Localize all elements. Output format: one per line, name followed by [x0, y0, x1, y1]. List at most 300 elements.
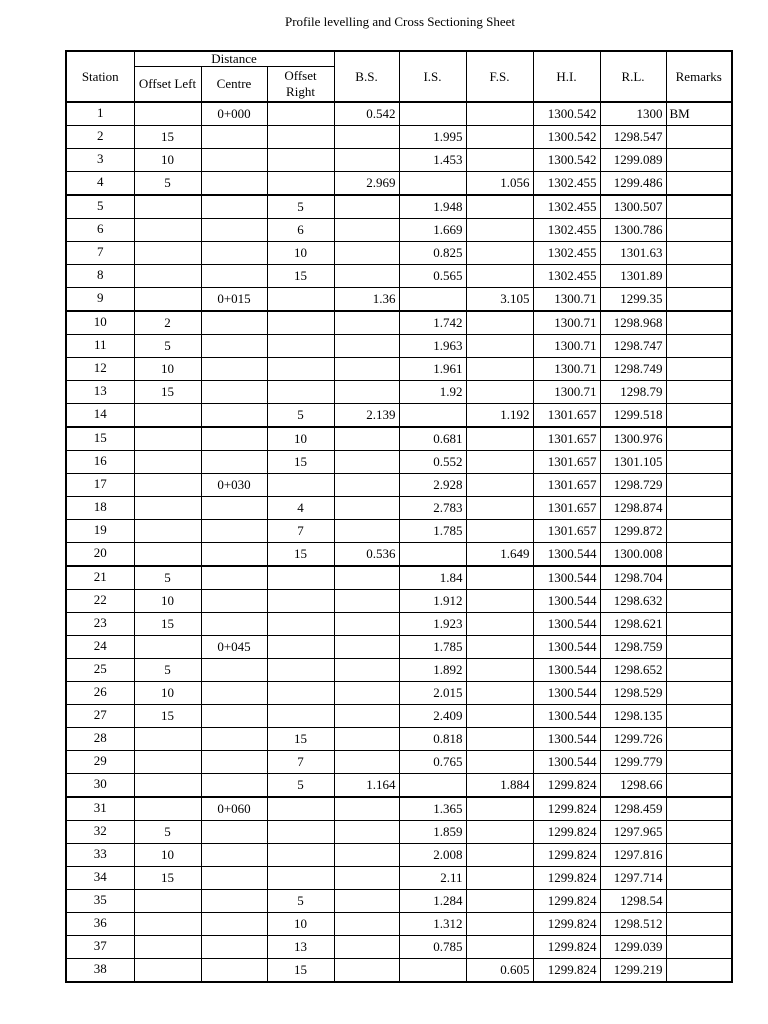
offset-left-cell — [134, 288, 201, 312]
table-row — [66, 265, 732, 288]
is-cell: 0.785 — [399, 936, 466, 959]
station-cell: 20 — [66, 543, 134, 567]
fs-cell — [466, 497, 533, 520]
offset-left-cell: 5 — [134, 335, 201, 358]
centre-cell: 0+030 — [201, 474, 267, 497]
remarks-cell — [666, 821, 732, 844]
rl-cell: 1299.872 — [600, 520, 666, 543]
offset-right-cell — [267, 335, 334, 358]
offset-right-cell — [267, 705, 334, 728]
rl-cell: 1300.976 — [600, 427, 666, 451]
table-row — [66, 890, 732, 913]
remarks-cell — [666, 520, 732, 543]
station-cell: 18 — [66, 497, 134, 520]
hi-cell: 1302.455 — [533, 242, 600, 265]
station-cell: 26 — [66, 682, 134, 705]
bs-cell — [334, 520, 399, 543]
station-cell: 23 — [66, 613, 134, 636]
hi-cell: 1300.544 — [533, 728, 600, 751]
offset-left-cell: 15 — [134, 381, 201, 404]
is-cell: 1.312 — [399, 913, 466, 936]
fs-cell — [466, 311, 533, 335]
bs-cell — [334, 682, 399, 705]
remarks-cell — [666, 705, 732, 728]
fs-cell — [466, 821, 533, 844]
centre-cell — [201, 566, 267, 590]
bs-cell — [334, 613, 399, 636]
offset-right-cell: 10 — [267, 913, 334, 936]
offset-right-cell: 4 — [267, 497, 334, 520]
remarks-header: Remarks — [666, 51, 732, 102]
fs-cell — [466, 474, 533, 497]
remarks-cell — [666, 867, 732, 890]
is-cell: 1.912 — [399, 590, 466, 613]
offset-right-cell: 10 — [267, 242, 334, 265]
hi-cell: 1300.542 — [533, 126, 600, 149]
table-row — [66, 543, 732, 567]
is-cell — [399, 959, 466, 983]
bs-cell — [334, 936, 399, 959]
fs-cell — [466, 751, 533, 774]
table-row — [66, 590, 732, 613]
rl-cell: 1298.968 — [600, 311, 666, 335]
table-row — [66, 636, 732, 659]
station-cell: 38 — [66, 959, 134, 983]
station-cell: 30 — [66, 774, 134, 798]
offset-left-header: Offset Left — [134, 67, 201, 103]
table-row — [66, 705, 732, 728]
offset-left-cell — [134, 219, 201, 242]
bs-cell — [334, 381, 399, 404]
is-cell: 0.825 — [399, 242, 466, 265]
is-cell: 1.785 — [399, 636, 466, 659]
offset-right-cell: 15 — [267, 543, 334, 567]
rl-cell: 1297.965 — [600, 821, 666, 844]
rl-cell: 1299.518 — [600, 404, 666, 428]
offset-right-cell — [267, 682, 334, 705]
bs-cell — [334, 636, 399, 659]
hi-cell: 1300.542 — [533, 102, 600, 126]
is-cell: 0.565 — [399, 265, 466, 288]
hi-cell: 1299.824 — [533, 844, 600, 867]
is-cell: 1.284 — [399, 890, 466, 913]
bs-cell — [334, 659, 399, 682]
is-cell: 1.923 — [399, 613, 466, 636]
table-row — [66, 936, 732, 959]
centre-cell — [201, 913, 267, 936]
fs-cell: 3.105 — [466, 288, 533, 312]
fs-cell — [466, 520, 533, 543]
is-cell — [399, 288, 466, 312]
offset-right-cell: 5 — [267, 890, 334, 913]
station-cell: 24 — [66, 636, 134, 659]
centre-cell — [201, 774, 267, 798]
offset-right-cell: 5 — [267, 404, 334, 428]
bs-cell: 0.536 — [334, 543, 399, 567]
fs-cell — [466, 126, 533, 149]
rl-cell: 1298.747 — [600, 335, 666, 358]
is-cell: 1.669 — [399, 219, 466, 242]
offset-left-cell: 10 — [134, 682, 201, 705]
centre-cell — [201, 613, 267, 636]
centre-cell — [201, 590, 267, 613]
remarks-cell — [666, 682, 732, 705]
rl-cell: 1298.729 — [600, 474, 666, 497]
centre-cell — [201, 682, 267, 705]
fs-cell: 1.649 — [466, 543, 533, 567]
table-row — [66, 797, 732, 821]
centre-cell — [201, 126, 267, 149]
offset-right-cell: 15 — [267, 451, 334, 474]
station-cell: 32 — [66, 821, 134, 844]
station-cell: 3 — [66, 149, 134, 172]
fs-cell: 1.192 — [466, 404, 533, 428]
offset-right-cell — [267, 566, 334, 590]
bs-cell — [334, 474, 399, 497]
remarks-cell — [666, 195, 732, 219]
bs-cell: 0.542 — [334, 102, 399, 126]
fs-cell: 0.605 — [466, 959, 533, 983]
table-row — [66, 381, 732, 404]
bs-cell — [334, 821, 399, 844]
bs-cell — [334, 451, 399, 474]
bs-cell — [334, 705, 399, 728]
hi-cell: 1300.544 — [533, 751, 600, 774]
remarks-cell — [666, 335, 732, 358]
centre-cell — [201, 451, 267, 474]
hi-cell: 1301.657 — [533, 520, 600, 543]
fs-cell — [466, 149, 533, 172]
hi-cell: 1300.544 — [533, 636, 600, 659]
station-cell: 27 — [66, 705, 134, 728]
bs-cell — [334, 219, 399, 242]
is-cell: 0.681 — [399, 427, 466, 451]
hi-cell: 1301.657 — [533, 497, 600, 520]
offset-right-cell: 10 — [267, 427, 334, 451]
bs-cell: 1.36 — [334, 288, 399, 312]
centre-cell — [201, 867, 267, 890]
is-cell — [399, 774, 466, 798]
offset-left-cell: 15 — [134, 705, 201, 728]
station-cell: 33 — [66, 844, 134, 867]
offset-right-cell — [267, 821, 334, 844]
hi-cell: 1299.824 — [533, 867, 600, 890]
hi-cell: 1300.544 — [533, 590, 600, 613]
table-row — [66, 172, 732, 196]
fs-cell: 1.056 — [466, 172, 533, 196]
rl-cell: 1299.486 — [600, 172, 666, 196]
offset-left-cell — [134, 195, 201, 219]
table-body — [66, 102, 732, 982]
table-row — [66, 566, 732, 590]
offset-left-cell — [134, 936, 201, 959]
hi-cell: 1300.542 — [533, 149, 600, 172]
remarks-cell — [666, 566, 732, 590]
is-cell: 0.765 — [399, 751, 466, 774]
rl-cell: 1301.63 — [600, 242, 666, 265]
remarks-cell — [666, 636, 732, 659]
is-cell: 2.928 — [399, 474, 466, 497]
centre-cell — [201, 311, 267, 335]
fs-cell — [466, 590, 533, 613]
fs-cell — [466, 242, 533, 265]
station-cell: 12 — [66, 358, 134, 381]
is-cell: 2.008 — [399, 844, 466, 867]
bs-cell — [334, 959, 399, 983]
fs-cell — [466, 566, 533, 590]
station-cell: 34 — [66, 867, 134, 890]
bs-cell — [334, 195, 399, 219]
station-cell: 37 — [66, 936, 134, 959]
rl-cell: 1300.786 — [600, 219, 666, 242]
is-cell: 0.818 — [399, 728, 466, 751]
offset-left-cell — [134, 427, 201, 451]
remarks-cell — [666, 774, 732, 798]
rl-cell: 1299.726 — [600, 728, 666, 751]
is-cell: 1.995 — [399, 126, 466, 149]
offset-right-cell: 6 — [267, 219, 334, 242]
offset-right-cell: 15 — [267, 959, 334, 983]
is-cell: 1.742 — [399, 311, 466, 335]
centre-cell — [201, 497, 267, 520]
hi-cell: 1300.71 — [533, 358, 600, 381]
remarks-cell — [666, 126, 732, 149]
is-cell: 1.961 — [399, 358, 466, 381]
hi-cell: 1300.544 — [533, 613, 600, 636]
centre-cell — [201, 427, 267, 451]
offset-right-cell — [267, 659, 334, 682]
remarks-cell — [666, 474, 732, 497]
centre-cell: 0+000 — [201, 102, 267, 126]
station-cell: 31 — [66, 797, 134, 821]
hi-cell: 1299.824 — [533, 959, 600, 983]
offset-left-cell: 10 — [134, 590, 201, 613]
hi-cell: 1300.71 — [533, 381, 600, 404]
offset-left-cell — [134, 913, 201, 936]
table-row — [66, 821, 732, 844]
hi-cell: 1302.455 — [533, 195, 600, 219]
remarks-cell — [666, 936, 732, 959]
offset-right-cell: 5 — [267, 195, 334, 219]
bs-cell — [334, 126, 399, 149]
fs-cell — [466, 936, 533, 959]
offset-left-cell — [134, 797, 201, 821]
offset-right-cell — [267, 590, 334, 613]
bs-cell — [334, 335, 399, 358]
fs-cell — [466, 867, 533, 890]
table-row — [66, 520, 732, 543]
is-cell: 1.785 — [399, 520, 466, 543]
fs-cell — [466, 728, 533, 751]
levelling-table — [65, 50, 733, 983]
offset-right-cell — [267, 797, 334, 821]
hi-cell: 1299.824 — [533, 774, 600, 798]
table-row — [66, 728, 732, 751]
station-header: Station — [66, 51, 134, 102]
remarks-cell — [666, 497, 732, 520]
is-cell: 0.552 — [399, 451, 466, 474]
is-cell: 1.892 — [399, 659, 466, 682]
offset-left-cell — [134, 520, 201, 543]
bs-cell — [334, 751, 399, 774]
centre-cell — [201, 242, 267, 265]
is-cell: 2.409 — [399, 705, 466, 728]
table-row — [66, 149, 732, 172]
hi-cell: 1299.824 — [533, 890, 600, 913]
rl-cell: 1298.54 — [600, 890, 666, 913]
rl-cell: 1298.529 — [600, 682, 666, 705]
rl-cell: 1298.652 — [600, 659, 666, 682]
hi-header: H.I. — [533, 51, 600, 102]
rl-header: R.L. — [600, 51, 666, 102]
centre-cell — [201, 265, 267, 288]
bs-cell — [334, 728, 399, 751]
centre-cell: 0+060 — [201, 797, 267, 821]
centre-cell — [201, 659, 267, 682]
hi-cell: 1300.544 — [533, 682, 600, 705]
remarks-cell — [666, 728, 732, 751]
rl-cell: 1300.008 — [600, 543, 666, 567]
table-row — [66, 288, 732, 312]
remarks-cell — [666, 959, 732, 983]
is-cell: 2.783 — [399, 497, 466, 520]
offset-left-cell — [134, 543, 201, 567]
bs-cell — [334, 427, 399, 451]
bs-cell — [334, 890, 399, 913]
remarks-cell — [666, 844, 732, 867]
station-cell: 10 — [66, 311, 134, 335]
hi-cell: 1300.544 — [533, 543, 600, 567]
bs-cell — [334, 590, 399, 613]
is-cell: 1.948 — [399, 195, 466, 219]
is-cell: 1.365 — [399, 797, 466, 821]
bs-cell — [334, 497, 399, 520]
table-row — [66, 751, 732, 774]
offset-right-cell: 5 — [267, 774, 334, 798]
table-row — [66, 242, 732, 265]
centre-cell — [201, 149, 267, 172]
centre-cell — [201, 404, 267, 428]
is-cell: 2.015 — [399, 682, 466, 705]
offset-right-cell: 7 — [267, 751, 334, 774]
hi-cell: 1299.824 — [533, 797, 600, 821]
centre-cell — [201, 959, 267, 983]
bs-cell — [334, 913, 399, 936]
hi-cell: 1301.657 — [533, 474, 600, 497]
rl-cell: 1299.089 — [600, 149, 666, 172]
is-cell — [399, 404, 466, 428]
offset-right-header: Offset Right — [267, 67, 334, 103]
rl-cell: 1298.135 — [600, 705, 666, 728]
table-row — [66, 335, 732, 358]
is-cell: 2.11 — [399, 867, 466, 890]
hi-cell: 1299.824 — [533, 913, 600, 936]
table-row — [66, 219, 732, 242]
centre-cell — [201, 936, 267, 959]
bs-cell — [334, 844, 399, 867]
centre-cell — [201, 335, 267, 358]
station-cell: 14 — [66, 404, 134, 428]
rl-cell: 1298.621 — [600, 613, 666, 636]
hi-cell: 1300.544 — [533, 659, 600, 682]
station-cell: 19 — [66, 520, 134, 543]
centre-cell — [201, 219, 267, 242]
offset-left-cell — [134, 959, 201, 983]
is-cell — [399, 102, 466, 126]
fs-cell — [466, 265, 533, 288]
bs-cell — [334, 566, 399, 590]
station-cell: 9 — [66, 288, 134, 312]
hi-cell: 1300.544 — [533, 705, 600, 728]
hi-cell: 1300.544 — [533, 566, 600, 590]
rl-cell: 1298.512 — [600, 913, 666, 936]
offset-left-cell: 15 — [134, 126, 201, 149]
offset-right-cell — [267, 867, 334, 890]
remarks-cell — [666, 288, 732, 312]
offset-right-cell — [267, 474, 334, 497]
hi-cell: 1300.71 — [533, 335, 600, 358]
remarks-cell — [666, 613, 732, 636]
remarks-cell — [666, 242, 732, 265]
fs-cell — [466, 636, 533, 659]
offset-right-cell — [267, 358, 334, 381]
rl-cell: 1299.35 — [600, 288, 666, 312]
offset-left-cell — [134, 451, 201, 474]
is-cell: 1.963 — [399, 335, 466, 358]
rl-cell: 1297.816 — [600, 844, 666, 867]
station-cell: 2 — [66, 126, 134, 149]
rl-cell: 1298.759 — [600, 636, 666, 659]
hi-cell: 1300.71 — [533, 288, 600, 312]
remarks-cell — [666, 172, 732, 196]
offset-left-cell: 5 — [134, 659, 201, 682]
table-row — [66, 659, 732, 682]
rl-cell: 1299.039 — [600, 936, 666, 959]
remarks-cell — [666, 751, 732, 774]
centre-cell — [201, 821, 267, 844]
offset-left-cell: 5 — [134, 566, 201, 590]
offset-right-cell: 13 — [267, 936, 334, 959]
station-cell: 5 — [66, 195, 134, 219]
hi-cell: 1300.71 — [533, 311, 600, 335]
table-row — [66, 774, 732, 798]
centre-cell: 0+045 — [201, 636, 267, 659]
station-cell: 36 — [66, 913, 134, 936]
remarks-cell — [666, 451, 732, 474]
offset-left-cell — [134, 242, 201, 265]
bs-cell — [334, 242, 399, 265]
bs-cell — [334, 867, 399, 890]
is-cell: 1.92 — [399, 381, 466, 404]
station-cell: 25 — [66, 659, 134, 682]
table-row — [66, 126, 732, 149]
station-cell: 21 — [66, 566, 134, 590]
remarks-cell — [666, 427, 732, 451]
hi-cell: 1302.455 — [533, 219, 600, 242]
fs-cell — [466, 381, 533, 404]
station-cell: 7 — [66, 242, 134, 265]
table-row — [66, 474, 732, 497]
station-cell: 35 — [66, 890, 134, 913]
offset-left-cell — [134, 774, 201, 798]
page-title: Profile levelling and Cross Sectioning Sheet — [285, 14, 515, 29]
offset-right-cell — [267, 381, 334, 404]
remarks-cell — [666, 149, 732, 172]
station-cell: 22 — [66, 590, 134, 613]
station-cell: 17 — [66, 474, 134, 497]
offset-left-cell: 15 — [134, 613, 201, 636]
remarks-cell — [666, 890, 732, 913]
